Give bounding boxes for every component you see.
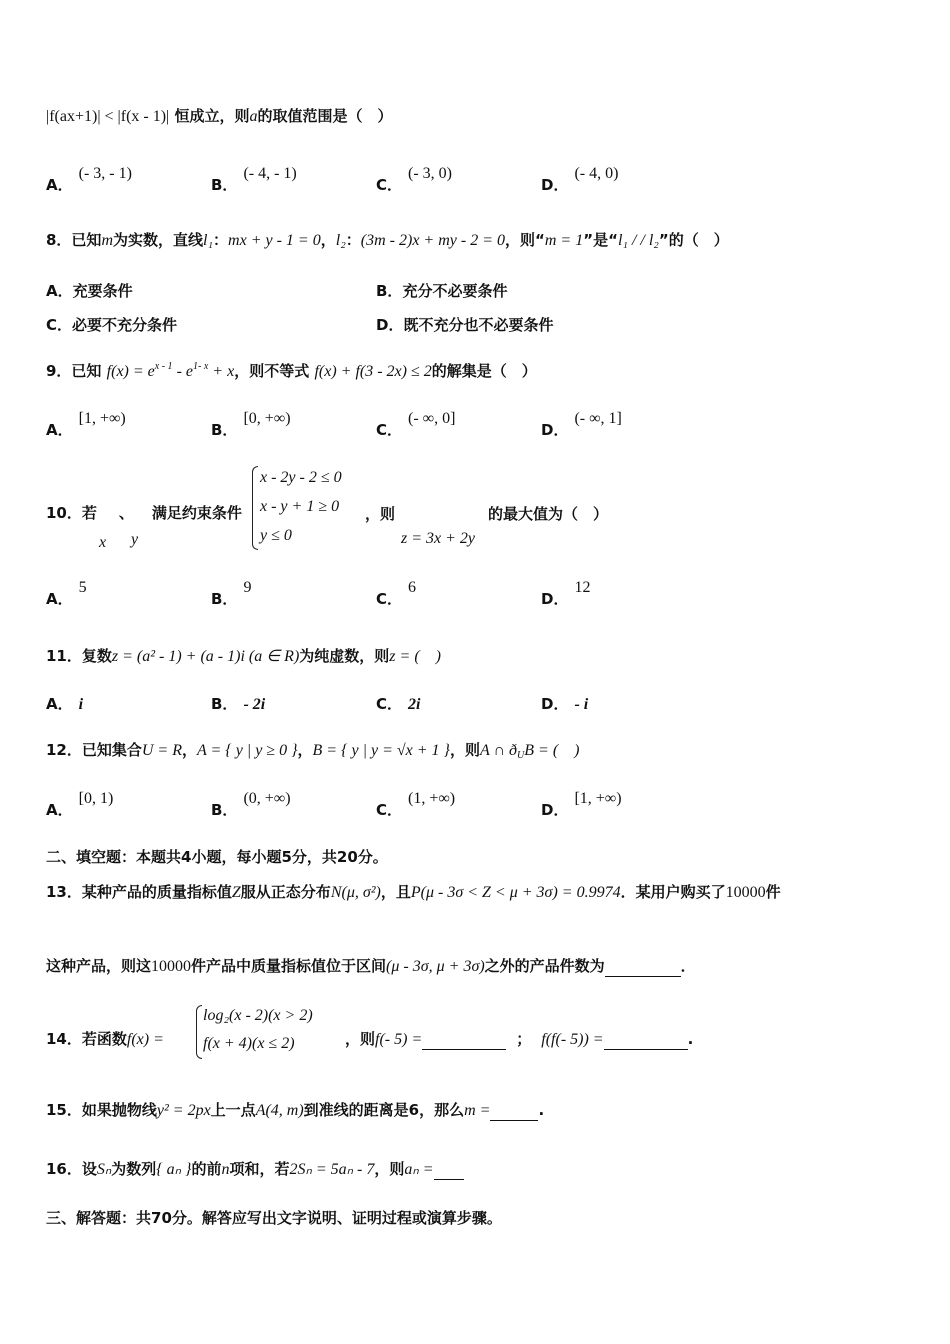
q15-text2: 到准线的距离是6，那么 xyxy=(303,1101,465,1119)
q16-an: aₙ = xyxy=(404,1161,434,1178)
q11-text1: 为纯虚数，则 xyxy=(299,647,390,665)
q8-text3: ”是“ xyxy=(583,231,618,249)
q7-option-c[interactable]: C．(- 3, 0) xyxy=(376,165,452,194)
q9-inequality: f(x) + f(3 - 2x) ≤ 2 xyxy=(314,363,432,380)
q7-stem xyxy=(46,106,393,127)
q8-eq2: (3m - 2)x + my - 2 = 0 xyxy=(360,232,505,249)
q9-stem xyxy=(46,357,537,382)
q8-colon2: ： xyxy=(345,231,361,249)
q8-comma: ， xyxy=(320,231,336,249)
q11-option-a[interactable]: A． i xyxy=(46,695,84,713)
q16-text3: 项和，若 xyxy=(229,1160,290,1178)
q7-text: 恒成立，则 xyxy=(174,107,250,125)
q14-a: f(- 5) = xyxy=(375,1031,423,1048)
q9-function: $f(x) = e^{x - 1} - e^{1- x} + x$ xyxy=(106,361,235,380)
q10-y: y xyxy=(131,531,139,548)
q12-text1: ，则 xyxy=(449,741,480,759)
q13-probability: P(μ - 3σ < Z < μ + 3σ) = 0.9974 xyxy=(410,884,621,901)
q13-count1: 10000 xyxy=(725,884,766,901)
q12-stem xyxy=(46,740,579,766)
q12-comma1: ， xyxy=(182,741,198,759)
q13-text1: 服从正态分布 xyxy=(240,883,331,901)
q14-case-2: f(x + 4)(x ≤ 2) xyxy=(203,1035,295,1052)
q15-point: A(4, m) xyxy=(255,1102,304,1119)
q7-var: a xyxy=(249,108,258,125)
q12-expr: A ∩ $ð_UB$ = ( ) xyxy=(479,742,580,761)
q7-option-d[interactable]: D．(- 4, 0) xyxy=(541,165,619,194)
q13-end: ． xyxy=(680,957,696,975)
q9-number: 9．已知 xyxy=(46,362,102,380)
q11-number: 11．复数 xyxy=(46,647,112,665)
q8-cond: m = 1 xyxy=(544,232,584,249)
q16-n: n xyxy=(221,1161,230,1178)
q13-z: Z xyxy=(231,884,241,901)
q16-sequence: { aₙ } xyxy=(156,1161,192,1178)
q9-text2: 的解集是（ ） xyxy=(431,362,537,380)
q14-number: 14．若函数 xyxy=(46,1030,127,1048)
q9-option-d[interactable]: D．(- ∞, 1] xyxy=(541,410,622,439)
q13-count2: 10000 xyxy=(151,958,192,975)
q13-stem xyxy=(46,882,781,903)
q14-case-1: log₂(x - 2)(x > 2) xyxy=(203,1007,313,1024)
q12-option-b[interactable]: B．(0, +∞) xyxy=(211,790,291,819)
q12-universal: U = R xyxy=(141,742,182,759)
q10-text3: 的最大值为（ ） xyxy=(488,505,609,523)
q13-stem-2 xyxy=(46,956,696,977)
q7-option-b[interactable]: B．(- 4, - 1) xyxy=(211,165,297,194)
q13-text6: 件产品中质量指标值位于区间 xyxy=(191,957,387,975)
q10-stem xyxy=(46,503,242,523)
q15-end: . xyxy=(538,1101,545,1119)
q14-end: . xyxy=(687,1030,694,1048)
q10-constraint-1: x - 2y - 2 ≤ 0 xyxy=(260,469,342,486)
q10-constraint-2: x - y + 1 ≥ 0 xyxy=(260,498,340,515)
q10-number: 10．若 xyxy=(46,504,97,522)
q8-text2: ，则“ xyxy=(505,231,545,249)
q7-expr: |f(ax+1)| < |f(x - 1)| xyxy=(46,108,170,125)
q14-function: f(x) = xyxy=(126,1031,164,1048)
q8-colon: ： xyxy=(213,231,229,249)
q15-m: m = xyxy=(464,1102,491,1119)
q11-option-c[interactable]: C． 2i xyxy=(376,695,421,713)
q16-answer-blank[interactable] xyxy=(434,1163,464,1180)
q10-option-d[interactable]: D．12 xyxy=(541,579,591,608)
q15-parabola: y² = 2px xyxy=(156,1102,211,1119)
q10-option-b[interactable]: B．9 xyxy=(211,579,252,608)
q9-option-c[interactable]: C．(- ∞, 0] xyxy=(376,410,456,439)
q8-l1: l₁ xyxy=(203,232,214,249)
q15-stem xyxy=(46,1100,544,1121)
q8-option-b[interactable]: B．充分不必要条件 xyxy=(376,282,508,300)
q8-parallel: l₁ / / l₂ xyxy=(617,232,659,249)
q16-text2: 的前 xyxy=(191,1160,222,1178)
q8-m: m xyxy=(101,232,113,249)
q13-number: 13．某种产品的质量指标值 xyxy=(46,883,232,901)
q12-set-b: B = { y | y = √x + 1 } xyxy=(312,742,450,759)
q14-answer-blank-2[interactable] xyxy=(604,1033,688,1050)
q8-option-d[interactable]: D．既不充分也不必要条件 xyxy=(376,316,554,334)
section-fill-in: 二、填空题：本题共4小题，每小题5分，共20分。 xyxy=(46,848,388,866)
section-solutions: 三、解答题：共70分。解答应写出文字说明、证明过程或演算步骤。 xyxy=(46,1209,502,1227)
q12-option-c[interactable]: C．(1, +∞) xyxy=(376,790,456,819)
q11-option-b[interactable]: B． - 2i xyxy=(211,695,266,713)
q10-x: x xyxy=(99,534,107,551)
q9-option-a[interactable]: A．[1, +∞) xyxy=(46,410,126,439)
q12-comma2: ， xyxy=(297,741,313,759)
q14-text1: ，则 xyxy=(345,1030,376,1048)
q14-answer-blank-1[interactable] xyxy=(422,1033,506,1050)
q11-expr: z = (a² - 1) + (a - 1)i (a ∈ R) xyxy=(111,648,300,665)
q16-equation: 2Sₙ = 5aₙ - 7 xyxy=(289,1161,375,1178)
q10-text2: ，则 xyxy=(365,505,396,523)
q10-objective: z = 3x + 2y xyxy=(401,530,476,547)
q10-sep: 、 xyxy=(118,504,134,522)
q8-text1: 为实数，直线 xyxy=(113,231,204,249)
q16-text4: ，则 xyxy=(374,1160,405,1178)
q8-number: 8．已知 xyxy=(46,231,102,249)
q11-z: z = ( ) xyxy=(389,648,441,665)
q14-stem-2 xyxy=(345,1029,693,1050)
q8-text4: ”的（ ） xyxy=(658,231,729,249)
q14-stem xyxy=(46,1029,164,1050)
q10-constraints xyxy=(260,463,342,550)
q7-option-a[interactable]: A．(- 3, - 1) xyxy=(46,165,132,194)
q13-normal: N(μ, σ²) xyxy=(330,884,381,901)
q10-brace xyxy=(252,466,258,550)
q12-option-d[interactable]: D．[1, +∞) xyxy=(541,790,622,819)
q14-brace xyxy=(196,1005,202,1059)
q9-option-b[interactable]: B．[0, +∞) xyxy=(211,410,291,439)
q11-stem xyxy=(46,646,441,667)
q15-number: 15．如果抛物线 xyxy=(46,1101,157,1119)
q8-l2: l₂ xyxy=(335,232,346,249)
q15-text1: 上一点 xyxy=(210,1101,256,1119)
q13-text2: ，且 xyxy=(380,883,411,901)
q13-text4: 件 xyxy=(765,883,781,901)
q16-text1: 为数列 xyxy=(111,1160,157,1178)
q12-set-a: A = { y | y ≥ 0 } xyxy=(197,742,298,759)
q8-stem xyxy=(46,230,729,251)
q14-sep: ； xyxy=(516,1030,532,1048)
q10-text1: 满足约束条件 xyxy=(151,504,242,522)
q7-text2: 的取值范围是（ ） xyxy=(257,107,393,125)
q9-text1: ，则不等式 xyxy=(234,362,310,380)
q12-number: 12．已知集合 xyxy=(46,741,142,759)
q13-text5: 这种产品，则这 xyxy=(46,957,152,975)
q10-constraint-3: y ≤ 0 xyxy=(260,527,292,544)
q12-option-a[interactable]: A．[0, 1) xyxy=(46,790,114,819)
q16-sn: Sₙ xyxy=(96,1161,112,1178)
q11-option-d[interactable]: D． - i xyxy=(541,695,589,713)
q13-interval: (μ - 3σ, μ + 3σ) xyxy=(386,958,485,975)
q16-number: 16．设 xyxy=(46,1160,97,1178)
q8-option-a[interactable]: A．充要条件 xyxy=(46,282,133,300)
q13-text7: 之外的产品件数为 xyxy=(484,957,605,975)
q8-eq1: mx + y - 1 = 0 xyxy=(228,232,321,249)
q14-cases xyxy=(203,1002,313,1058)
q8-option-c[interactable]: C．必要不充分条件 xyxy=(46,316,178,334)
q14-b: f(f(- 5)) = xyxy=(541,1031,604,1048)
q13-answer-blank[interactable] xyxy=(605,960,681,977)
q10-option-a[interactable]: A．5 xyxy=(46,579,87,608)
q16-stem xyxy=(46,1159,464,1180)
q13-text3: ．某用户购买了 xyxy=(620,883,726,901)
q15-answer-blank[interactable] xyxy=(490,1104,538,1121)
q10-option-c[interactable]: C．6 xyxy=(376,579,417,608)
